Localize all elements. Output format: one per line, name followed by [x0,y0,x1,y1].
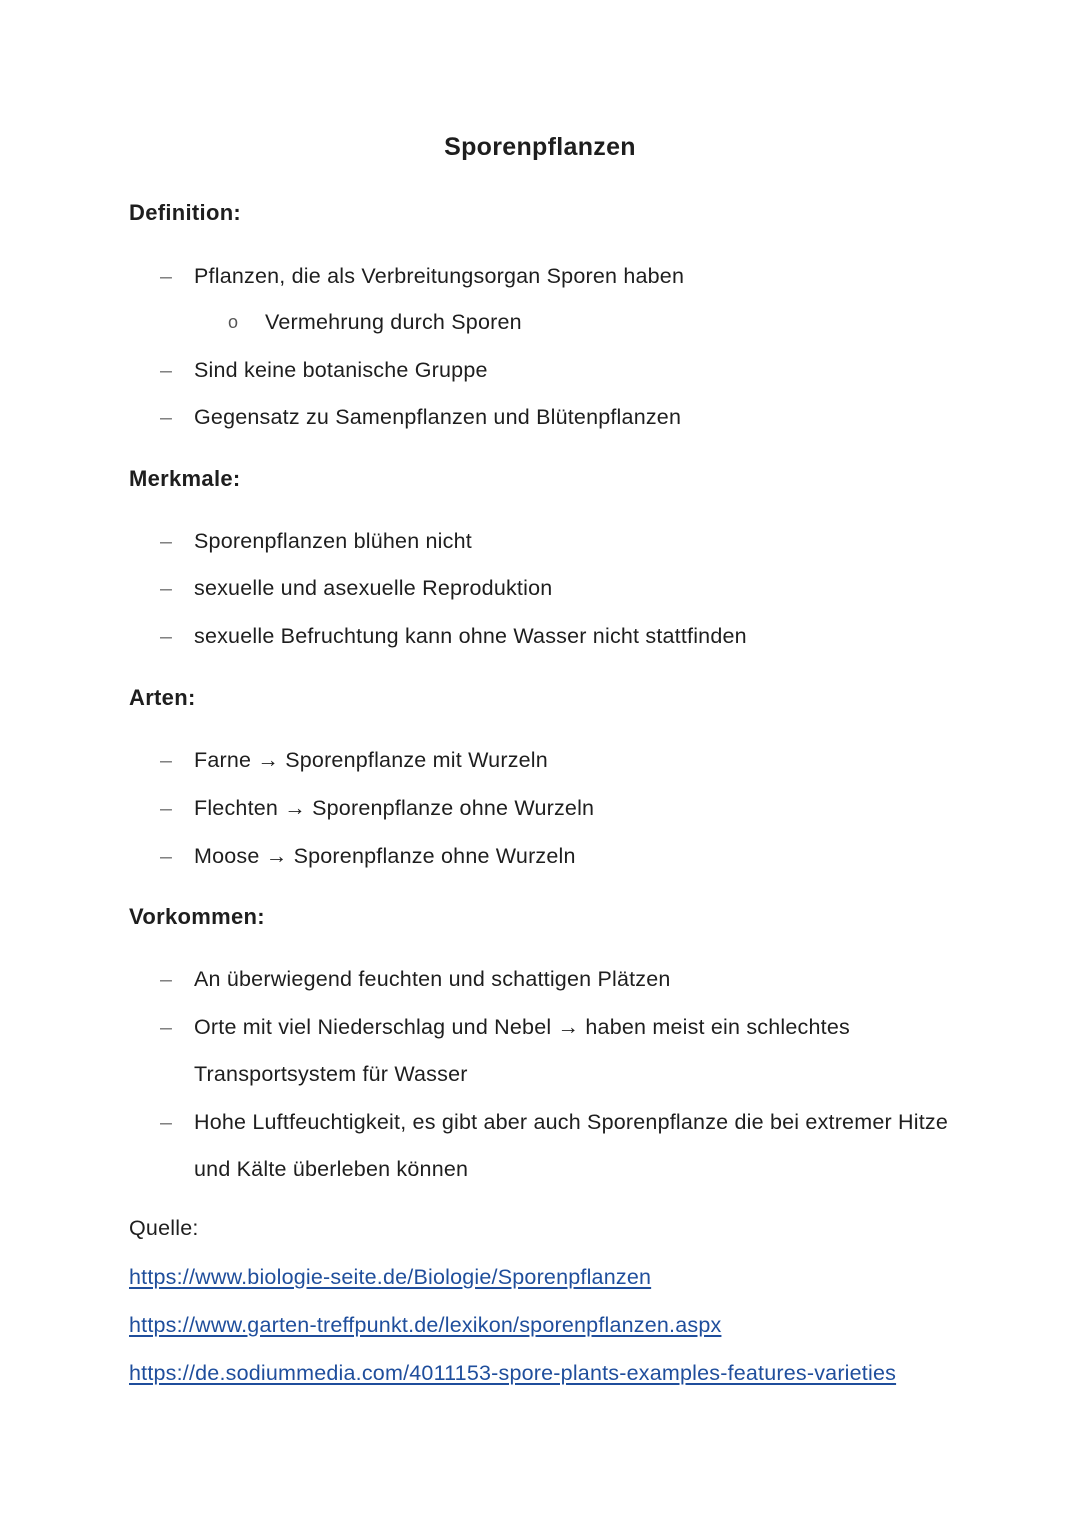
list-item-text: Sind keine botanische Gruppe [194,358,488,382]
dash-bullet: – [160,264,173,288]
list-item-text: Gegensatz zu Samenpflanzen und Blütenpflanzen [194,405,682,429]
dash-bullet: – [160,358,173,382]
list-item-text: Flechten → Sporenpflanze ohne Wurzeln [194,796,595,820]
dash-bullet: – [160,624,173,648]
dash-bullet: – [160,967,173,991]
heading-definition: Definition: [129,200,242,225]
page-title: Sporenpflanzen [444,133,636,161]
source-link[interactable]: https://de.sodiummedia.com/4011153-spore-plants-examples-features-varieties [129,1361,897,1385]
list-item-text: Hohe Luftfeuchtigkeit, es gibt aber auch Sporenpflanze die bei extremer Hitze und Kälte überleben können [194,1110,949,1181]
list-item-text: Moose → Sporenpflanze ohne Wurzeln [194,844,576,868]
list-item-text: sexuelle Befruchtung kann ohne Wasser nicht stattfinden [194,624,747,648]
list-item-text: sexuelle und asexuelle Reproduktion [194,576,553,600]
dash-bullet: – [160,576,173,600]
heading-arten: Arten: [129,685,196,710]
source-link[interactable]: https://www.biologie-seite.de/Biologie/Sporenpflanzen [129,1265,652,1289]
heading-vorkommen: Vorkommen: [129,904,265,929]
dash-bullet: – [160,405,173,429]
circle-bullet: o [228,312,239,332]
dash-bullet: – [160,1110,173,1134]
list-item-text: An überwiegend feuchten und schattigen Plätzen [194,967,671,991]
dash-bullet: – [160,748,173,772]
list-item-text: Orte mit viel Niederschlag und Nebel → haben meist ein schlechtes Transportsystem für Wasser [194,1015,850,1086]
source-link[interactable]: https://www.garten-treffpunkt.de/lexikon/sporenpflanzen.aspx [129,1313,722,1337]
dash-bullet: – [160,529,173,553]
dash-bullet: – [160,796,173,820]
dash-bullet: – [160,844,173,868]
dash-bullet: – [160,1015,173,1039]
list-item-text: Sporenpflanzen blühen nicht [194,529,472,553]
list-item-text: Pflanzen, die als Verbreitungsorgan Sporen haben [194,264,685,288]
heading-merkmale: Merkmale: [129,466,241,491]
sub-list-item-text: Vermehrung durch Sporen [265,310,522,334]
list-item-text: Farne → Sporenpflanze mit Wurzeln [194,748,548,772]
source-label: Quelle: [129,1216,199,1240]
